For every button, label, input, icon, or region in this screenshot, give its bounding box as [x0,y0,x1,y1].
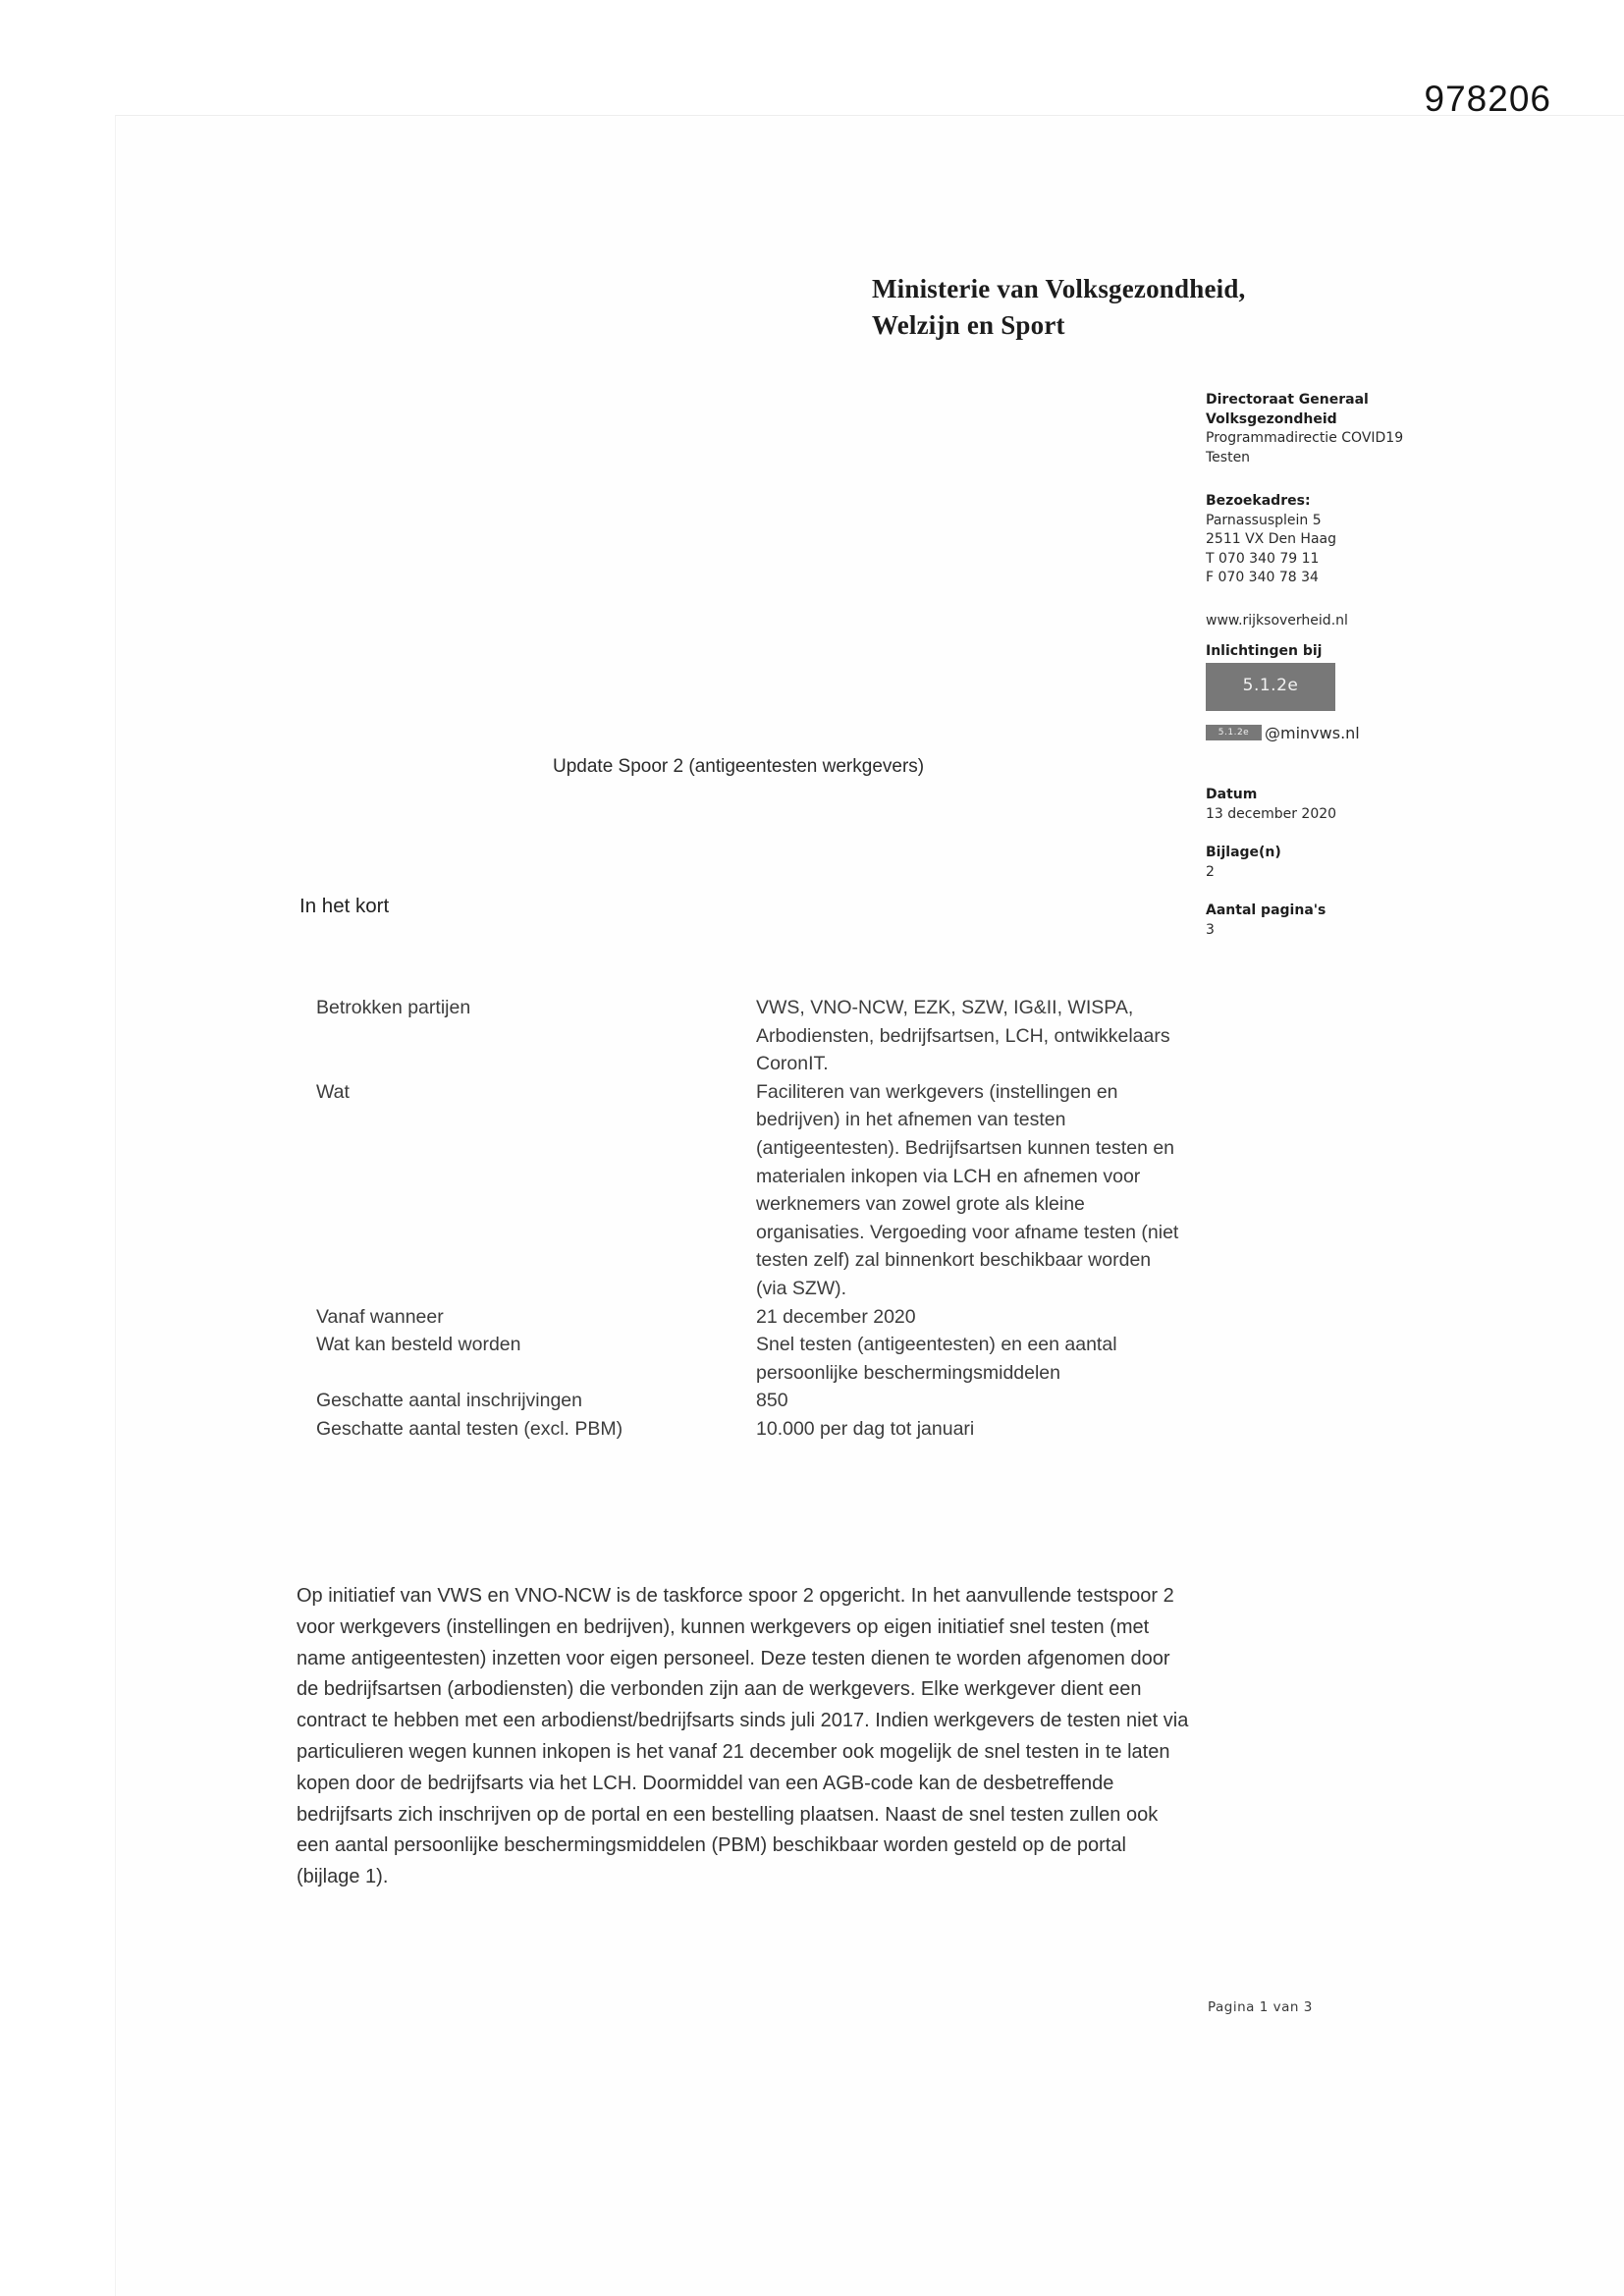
ministry-wordmark [872,271,1246,344]
row-label: Geschatte aantal inschrijvingen [316,1390,582,1412]
attachments-block [1206,844,1510,882]
body-paragraph: Op initiatief van VWS en VNO-NCW is de taskforce spoor 2 opgericht. In het aanvullende testspoor 2 voor werkgevers (instellingen en bedrijven), kunnen werkgevers op eigen initiatief snel testen (met name antigeentesten) inzetten voor eigen personeel. Deze testen dienen te worden afgenomen door de bedrijfsartsen (arbodiensten) die verbonden zijn aan de werkgevers. Elke werkgever dient een contract te hebben met een arbodienst/bedrijfsarts sinds juli 2017. Indien werkgevers de testen niet via particulieren wegen kunnen inkopen is het vanaf 21 december ook mogelijk de snel testen in te laten kopen door de bedrijfsarts via het LCH. Doormiddel van een AGB-code kan de desbetreffende bedrijfsarts zich inschrijven op de portal en een bestelling plaatsen. Naast de snel testen zullen ook een aantal persoonlijke beschermingsmiddelen (PBM) beschikbaar worden gesteld op de portal (bijlage 1). [297,1585,1189,1888]
attachments-label: Bijlage(n) [1206,845,1281,860]
table-row [316,1078,1186,1303]
email-domain: @minvws.nl [1265,723,1360,742]
visit-address-block [1206,492,1510,588]
row-value: 21 december 2020 [756,1305,916,1328]
page-count-value: 3 [1206,921,1215,938]
page-indicator: Pagina 1 van 3 [1208,1999,1313,2015]
row-value: Snel testen (antigeentesten) en een aantal persoonlijke beschermingsmiddelen [756,1334,1117,1384]
summary-table [316,994,1186,1444]
phone-number: T 070 340 79 11 [1206,550,1320,567]
page-count-block [1206,902,1510,940]
directorate-name-line-1: Directoraat Generaal [1206,392,1369,408]
attachments-value: 2 [1206,863,1215,880]
row-value: 850 [756,1390,788,1412]
website-block [1206,612,1510,631]
fax-number: F 070 340 78 34 [1206,570,1319,585]
section-heading: In het kort [299,895,390,917]
row-value: 10.000 per dag tot januari [756,1417,975,1440]
date-block [1206,786,1510,824]
page-count-label: Aantal pagina's [1206,902,1326,918]
address-street: Parnassusplein 5 [1206,512,1322,528]
date-label: Datum [1206,787,1258,802]
table-row [316,1415,1186,1444]
document-number: 978206 [1424,79,1551,119]
table-row [316,1387,1186,1415]
redacted-email-local-part: 5.1.2e [1206,725,1262,740]
table-row [316,994,1186,1078]
contact-email-line [1206,724,1510,743]
website-url: www.rijksoverheid.nl [1206,612,1348,629]
row-label: Wat kan besteld worden [316,1334,521,1356]
row-label: Wat [316,1080,350,1103]
programme-line-1: Programmadirectie COVID19 [1206,430,1404,446]
table-row [316,1331,1186,1387]
address-city: 2511 VX Den Haag [1206,531,1336,547]
table-row [316,1303,1186,1332]
row-value: Faciliteren van werkgevers (instellingen en bedrijven) in het afnemen van testen (antigeentesten). Bedrijfsartsen kunnen testen en materialen inkopen via LCH en afnemen voor werknemers van zowel grote als kleine organisaties. Vergoeding voor afname testen (niet testen zelf) zal binnenkort beschikbaar worden (via SZW). [756,1080,1179,1299]
visit-address-label: Bezoekadres: [1206,493,1311,509]
ministry-line-2: Welzijn en Sport [872,310,1065,340]
directorate-name-line-2: Volksgezondheid [1206,410,1337,427]
row-value: VWS, VNO-NCW, EZK, SZW, IG&II, WISPA, Arbodiensten, bedrijfsartsen, LCH, ontwikkelaars CoronIT. [756,997,1170,1075]
redacted-contact-name: 5.1.2e [1206,663,1335,711]
letterhead-sidebar [1206,391,1510,940]
row-label: Betrokken partijen [316,997,471,1018]
directorate-block [1206,391,1510,467]
programme-line-2: Testen [1206,449,1251,465]
row-label: Geschatte aantal testen (excl. PBM) [316,1417,623,1440]
ministry-line-1: Ministerie van Volksgezondheid, [872,274,1246,303]
contact-label: Inlichtingen bij [1206,643,1323,659]
row-label: Vanaf wanneer [316,1305,444,1328]
contact-block [1206,642,1510,742]
document-title: Update Spoor 2 (antigeentesten werkgevers) [553,756,925,777]
date-value: 13 december 2020 [1206,805,1337,822]
